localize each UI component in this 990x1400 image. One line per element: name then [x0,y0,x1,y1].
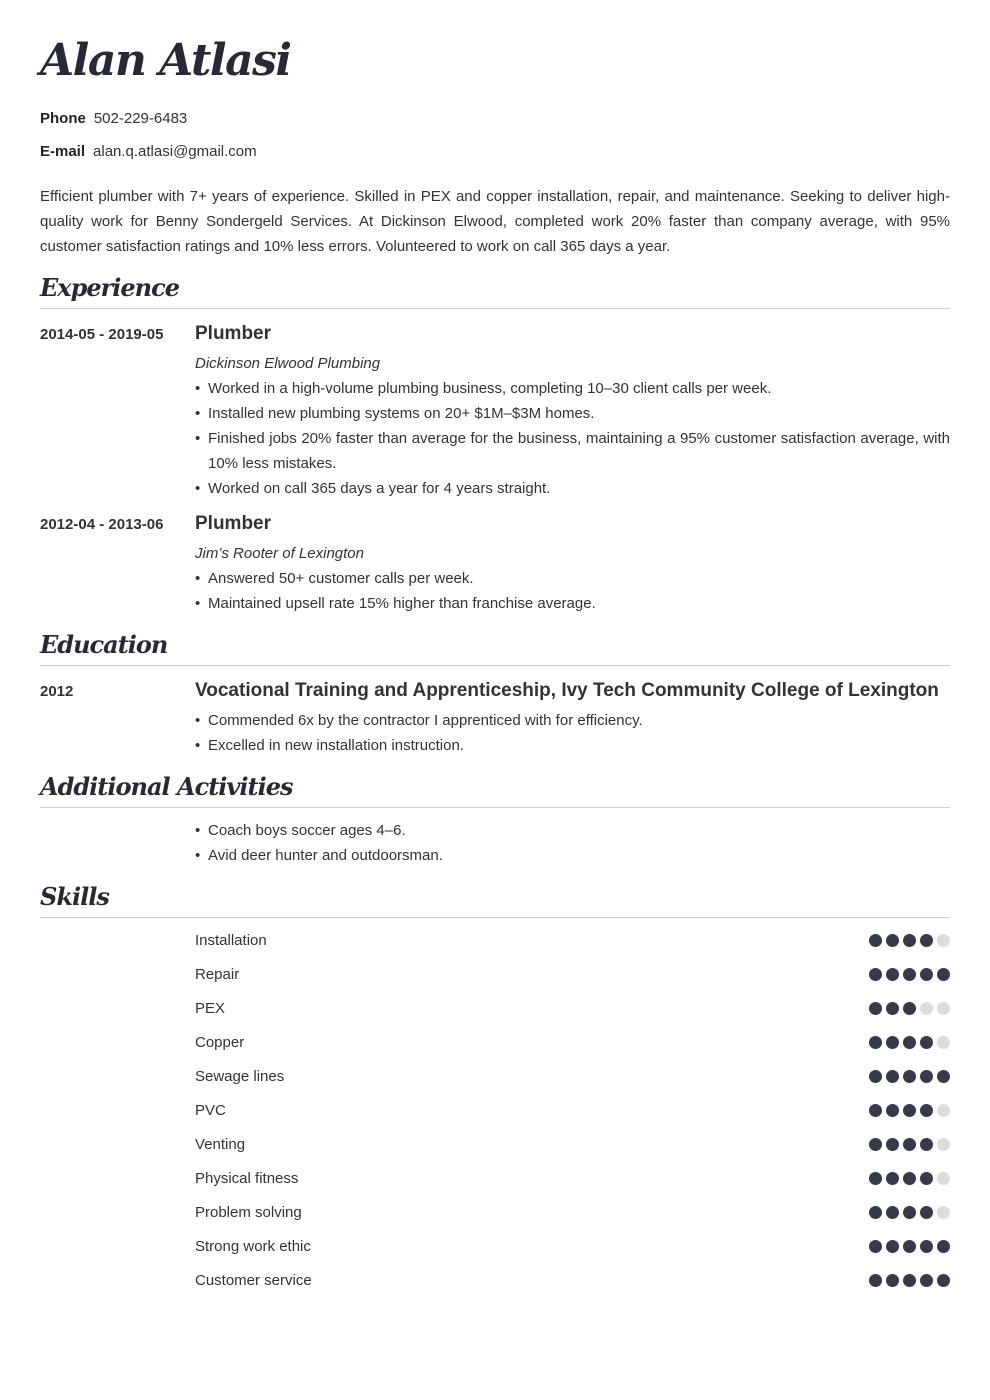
rating-dot-empty [937,1104,950,1117]
skill-row [195,1198,950,1232]
activities-bullets [195,818,950,868]
rating-dot-empty [937,1138,950,1151]
section-title-activities: Additional Activities [40,771,950,808]
list-item: • Installed new plumbing systems on 20+ $1M–$3M homes. [195,401,950,426]
rating-dot-filled [903,1070,916,1083]
list-item: • Worked on call 365 days a year for 4 years straight. [195,476,950,501]
job-dates: 2012-04 - 2013-06 [40,516,164,533]
skill-row [195,1062,950,1096]
rating-dot-filled [886,1138,899,1151]
skill-name: Repair [195,966,240,983]
education-year: 2012 [40,683,74,700]
email-value: alan.q.atlasi@gmail.com [93,143,257,160]
section-title-education: Education [40,629,950,666]
skill-rating [865,1104,950,1118]
skills-list [195,926,950,1300]
skill-rating [865,1274,950,1288]
rating-dot-filled [886,1070,899,1083]
rating-dot-filled [886,1274,899,1287]
skill-name: Copper [195,1034,245,1051]
rating-dot-filled [937,1070,950,1083]
rating-dot-filled [886,1104,899,1117]
section-title-experience: Experience [40,272,950,309]
rating-dot-filled [903,968,916,981]
rating-dot-filled [903,934,916,947]
rating-dot-filled [886,934,899,947]
rating-dot-filled [869,1070,882,1083]
list-item: • Worked in a high-volume plumbing business, completing 10–30 client calls per week. [195,376,950,401]
education-title: Vocational Training and Apprenticeship, Ivy Tech Community College of Lexington [195,680,939,701]
job-title: Plumber [195,513,272,534]
skill-name: Installation [195,932,267,949]
skill-row [195,1232,950,1266]
rating-dot-filled [869,1138,882,1151]
rating-dot-empty [920,1002,933,1015]
education-bullets [195,708,950,758]
rating-dot-empty [937,1002,950,1015]
skill-rating [865,1240,950,1254]
skill-name: Problem solving [195,1204,302,1221]
rating-dot-empty [937,934,950,947]
contact-phone [40,109,187,129]
rating-dot-filled [937,1240,950,1253]
rating-dot-filled [903,1002,916,1015]
rating-dot-filled [920,934,933,947]
rating-dot-filled [869,1002,882,1015]
skill-row [195,994,950,1028]
skill-name: PEX [195,1000,226,1017]
rating-dot-filled [886,1036,899,1049]
rating-dot-filled [903,1206,916,1219]
job-bullets [195,566,950,616]
skill-rating [865,1070,950,1084]
skill-rating [865,934,950,948]
rating-dot-filled [869,1240,882,1253]
list-item: • Commended 6x by the contractor I apprenticed with for efficiency. [195,708,950,733]
rating-dot-filled [937,968,950,981]
skill-row [195,1028,950,1062]
rating-dot-filled [920,1070,933,1083]
skill-rating [865,968,950,982]
rating-dot-filled [869,1104,882,1117]
skill-row [195,1266,950,1300]
list-item: • Finished jobs 20% faster than average for the business, maintaining a 95% customer satisfaction average, with 10% less mistakes. [195,426,950,476]
skill-rating [865,1172,950,1186]
list-item: • Answered 50+ customer calls per week. [195,566,950,591]
rating-dot-filled [903,1274,916,1287]
skill-row [195,960,950,994]
job-bullets [195,376,950,501]
list-item: • Excelled in new installation instruction. [195,733,950,758]
phone-label: Phone [40,110,86,127]
rating-dot-filled [920,1138,933,1151]
job-employer: Dickinson Elwood Plumbing [195,355,381,372]
rating-dot-filled [920,1036,933,1049]
rating-dot-filled [903,1036,916,1049]
rating-dot-filled [869,934,882,947]
section-title-skills: Skills [40,881,950,918]
skill-name: Venting [195,1136,246,1153]
rating-dot-filled [920,1206,933,1219]
skill-rating [865,1036,950,1050]
skill-rating [865,1002,950,1016]
rating-dot-filled [903,1172,916,1185]
skill-name: Physical fitness [195,1170,299,1187]
job-employer: Jim’s Rooter of Lexington [195,545,364,562]
rating-dot-filled [920,968,933,981]
rating-dot-filled [903,1240,916,1253]
skill-name: Strong work ethic [195,1238,311,1255]
rating-dot-filled [869,968,882,981]
rating-dot-filled [920,1172,933,1185]
rating-dot-empty [937,1172,950,1185]
rating-dot-empty [937,1036,950,1049]
rating-dot-filled [937,1274,950,1287]
job-dates: 2014-05 - 2019-05 [40,326,164,343]
rating-dot-filled [886,1240,899,1253]
rating-dot-filled [886,1206,899,1219]
rating-dot-filled [903,1104,916,1117]
rating-dot-filled [869,1274,882,1287]
rating-dot-filled [869,1206,882,1219]
rating-dot-filled [920,1240,933,1253]
rating-dot-empty [937,1206,950,1219]
skill-row [195,1164,950,1198]
skill-row [195,1096,950,1130]
rating-dot-filled [869,1036,882,1049]
rating-dot-filled [920,1104,933,1117]
contact-email [40,142,257,162]
list-item: • Maintained upsell rate 15% higher than franchise average. [195,591,950,616]
skill-name: Sewage lines [195,1068,285,1085]
skill-rating [865,1138,950,1152]
phone-value: 502-229-6483 [93,110,188,127]
job-title: Plumber [195,323,272,344]
list-item: • Avid deer hunter and outdoorsman. [195,843,950,868]
list-item: • Coach boys soccer ages 4–6. [195,818,950,843]
email-label: E-mail [40,143,86,160]
skill-name: Customer service [195,1272,312,1289]
skill-row [195,926,950,960]
rating-dot-filled [886,1002,899,1015]
skill-rating [865,1206,950,1220]
rating-dot-filled [903,1138,916,1151]
skill-name: PVC [195,1102,226,1119]
rating-dot-filled [886,968,899,981]
rating-dot-filled [869,1172,882,1185]
skill-row [195,1130,950,1164]
candidate-name: Alan Atlasi [40,35,291,86]
professional-summary: Efficient plumber with 7+ years of experience. Skilled in PEX and copper installation, repair, and maintenance. Seeking to deliver high-quality work for Benny Sondergeld Services. At Dickinson Elwood, completed work 20% faster than company average, with 95% customer satisfaction ratings and 10% less errors. Volunteered to work on call 365 days a year. [40,188,950,255]
rating-dot-filled [920,1274,933,1287]
rating-dot-filled [886,1172,899,1185]
